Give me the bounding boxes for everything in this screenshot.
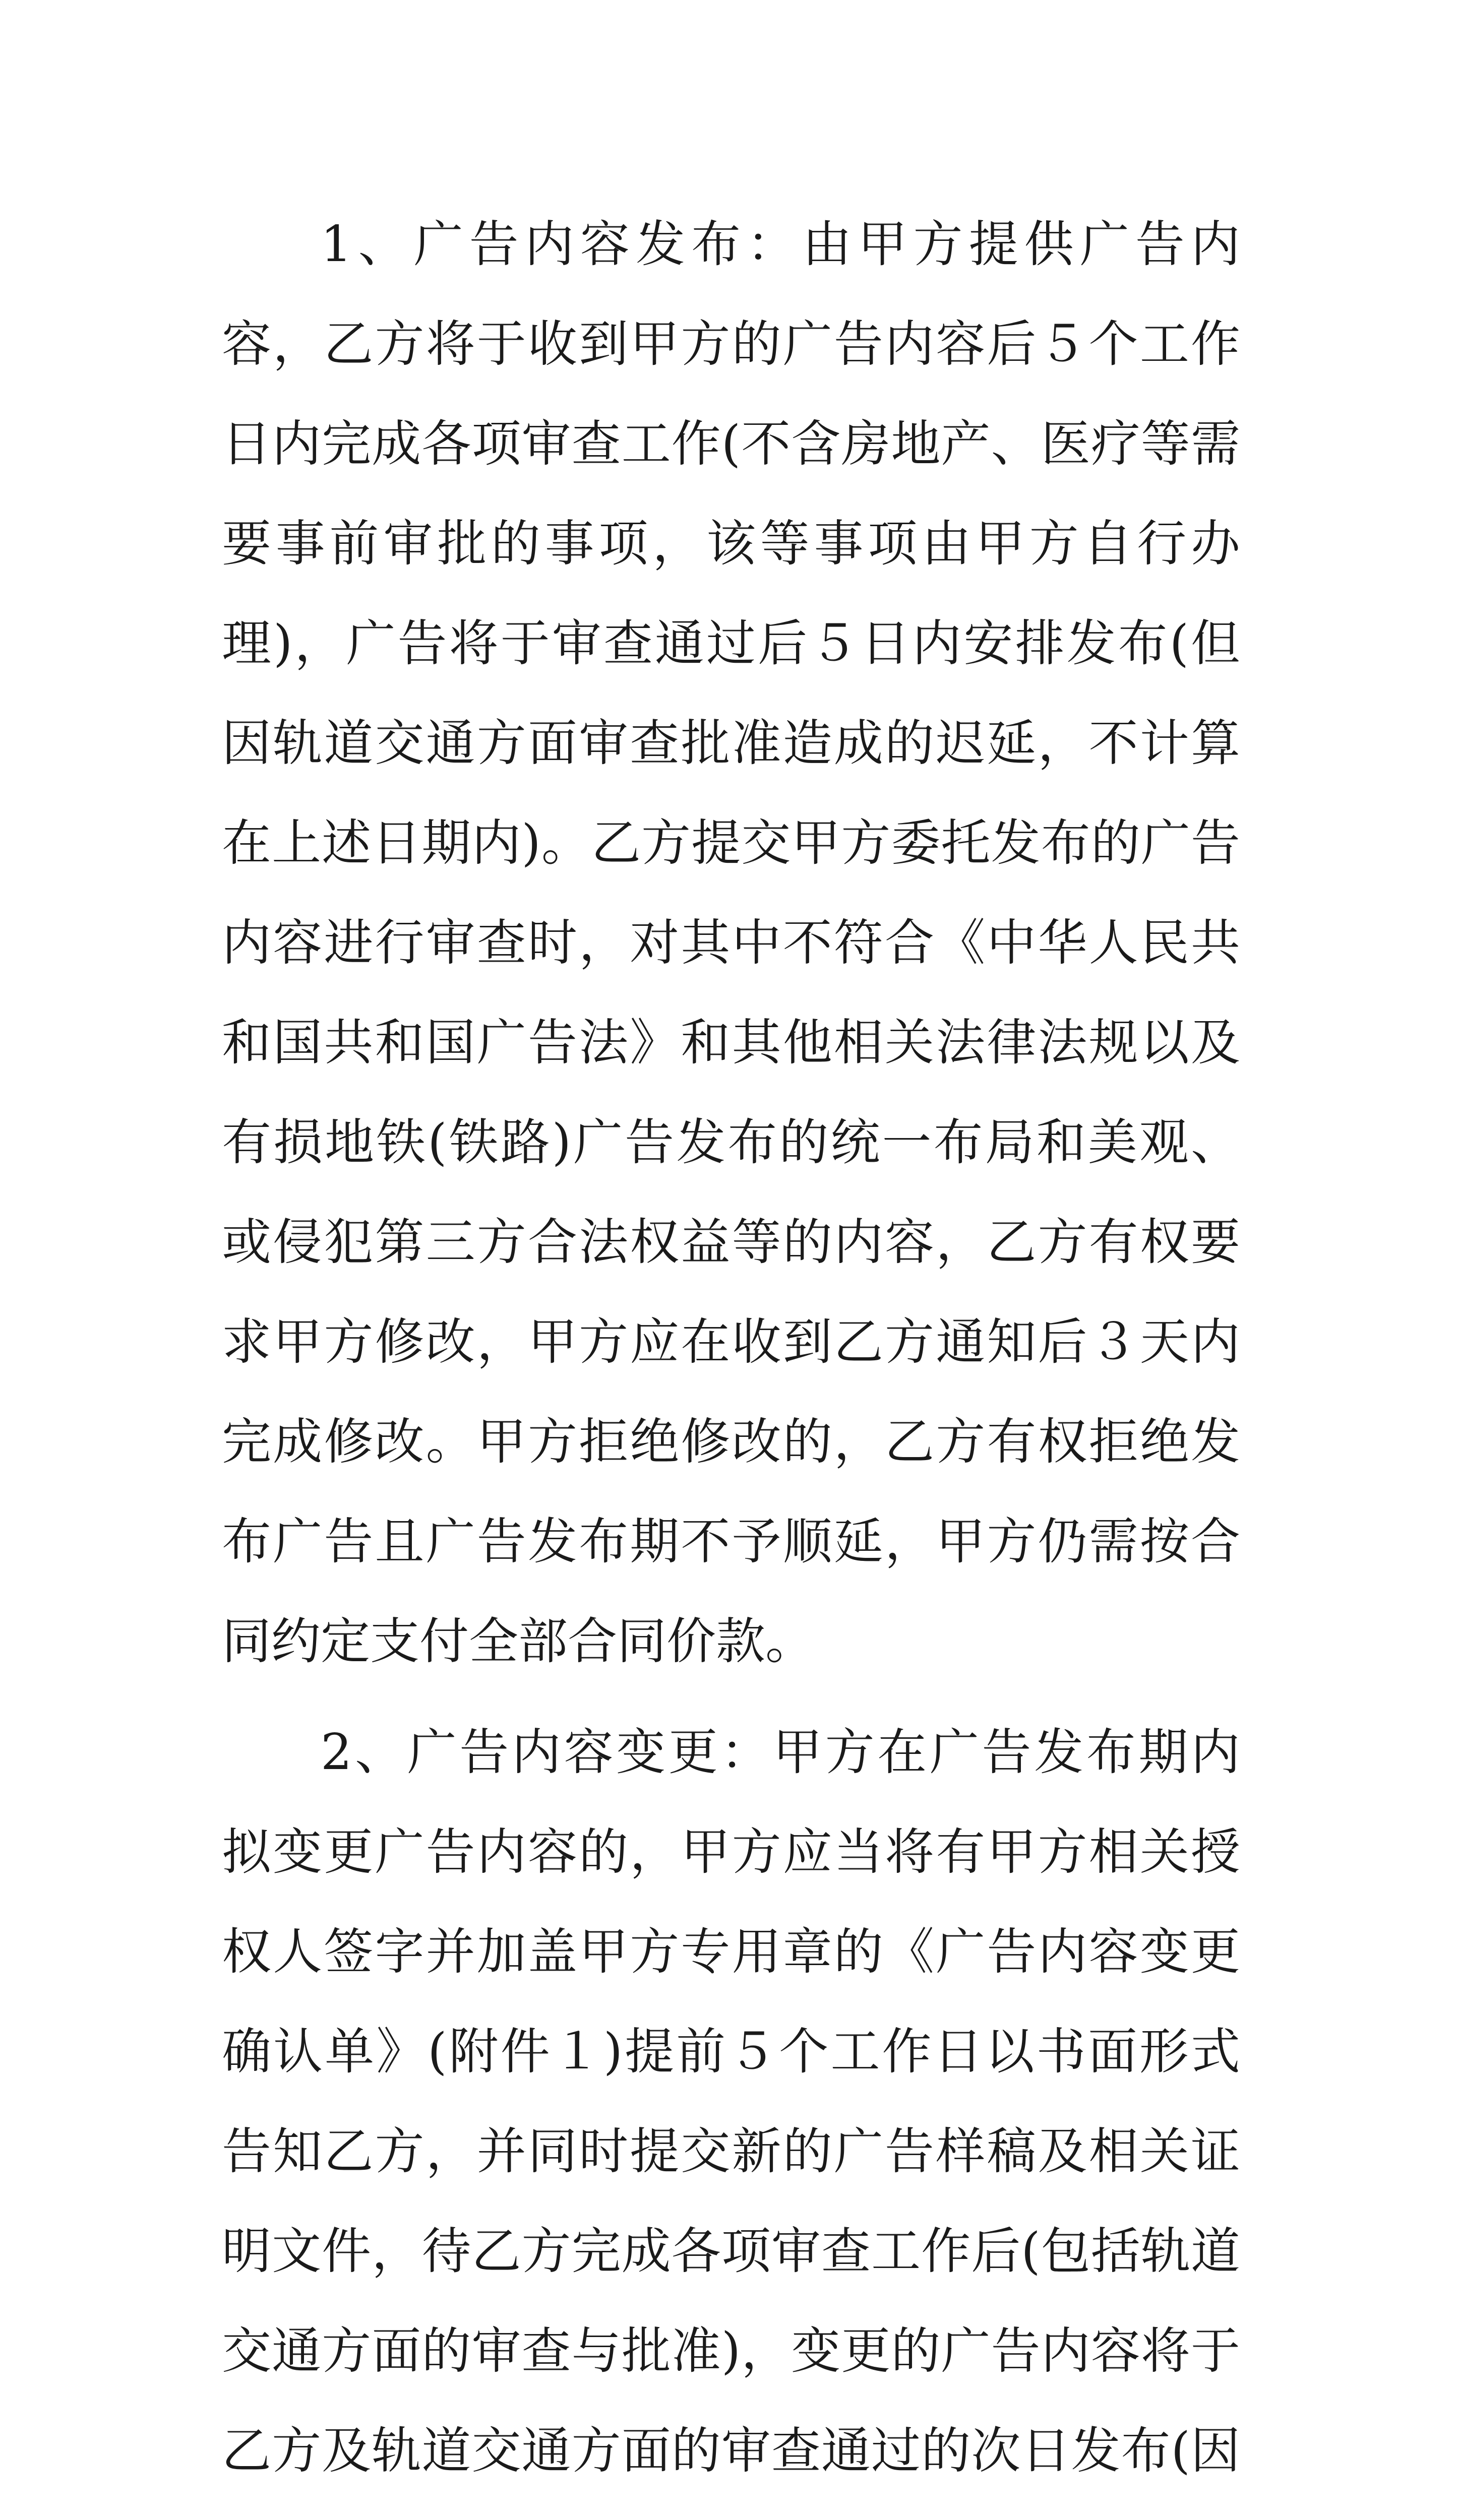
paragraph-advertising-content-release: 1、广告内容发布：由甲方提供广告内容，乙方将于收到甲方的广告内容后５个工作日内完成各项审查工作(不含房地产、医疗等需要事前审批的事项，该等事项由甲方自行办理)，广告将于审查通过后５日内安排发布(但因轨道交通方面审查批准造成的迟延，不计算在上述日期内)。乙方提交甲方委托发布的广告内容进行审查时，对其中不符合《中华人民共和国共和国广告法》和其他相关法律法规以及有损地铁(铁路)广告发布的统一布局和美观、或侵犯第三方合法权益等的内容，乙方有权要求甲方修改，甲方应在收到乙方通知后３天内完成修改。甲方拒绝修改的，乙方有权拒绝发布广告且广告发布期不予顺延，甲方仍需按合同约定支付全部合同价款。: [222, 216, 1240, 1670]
paragraph-advertising-content-change: 2、广告内容变更：甲方在广告发布期内拟变更广告内容的，甲方应当将有甲方相关授权人签字并加盖甲方专用章的《广告内容变更确认单》(附件１)提前５个工作日以书面形式告知乙方，并同时提交新的广告样稿及相关证明文件，待乙方完成各项审查工作后(包括轨道交通方面的审查与批准)，变更的广告内容将于乙方及轨道交通方面的审查通过的次日发布(因: [222, 1724, 1240, 2480]
document-body: [222, 195, 1240, 2520]
